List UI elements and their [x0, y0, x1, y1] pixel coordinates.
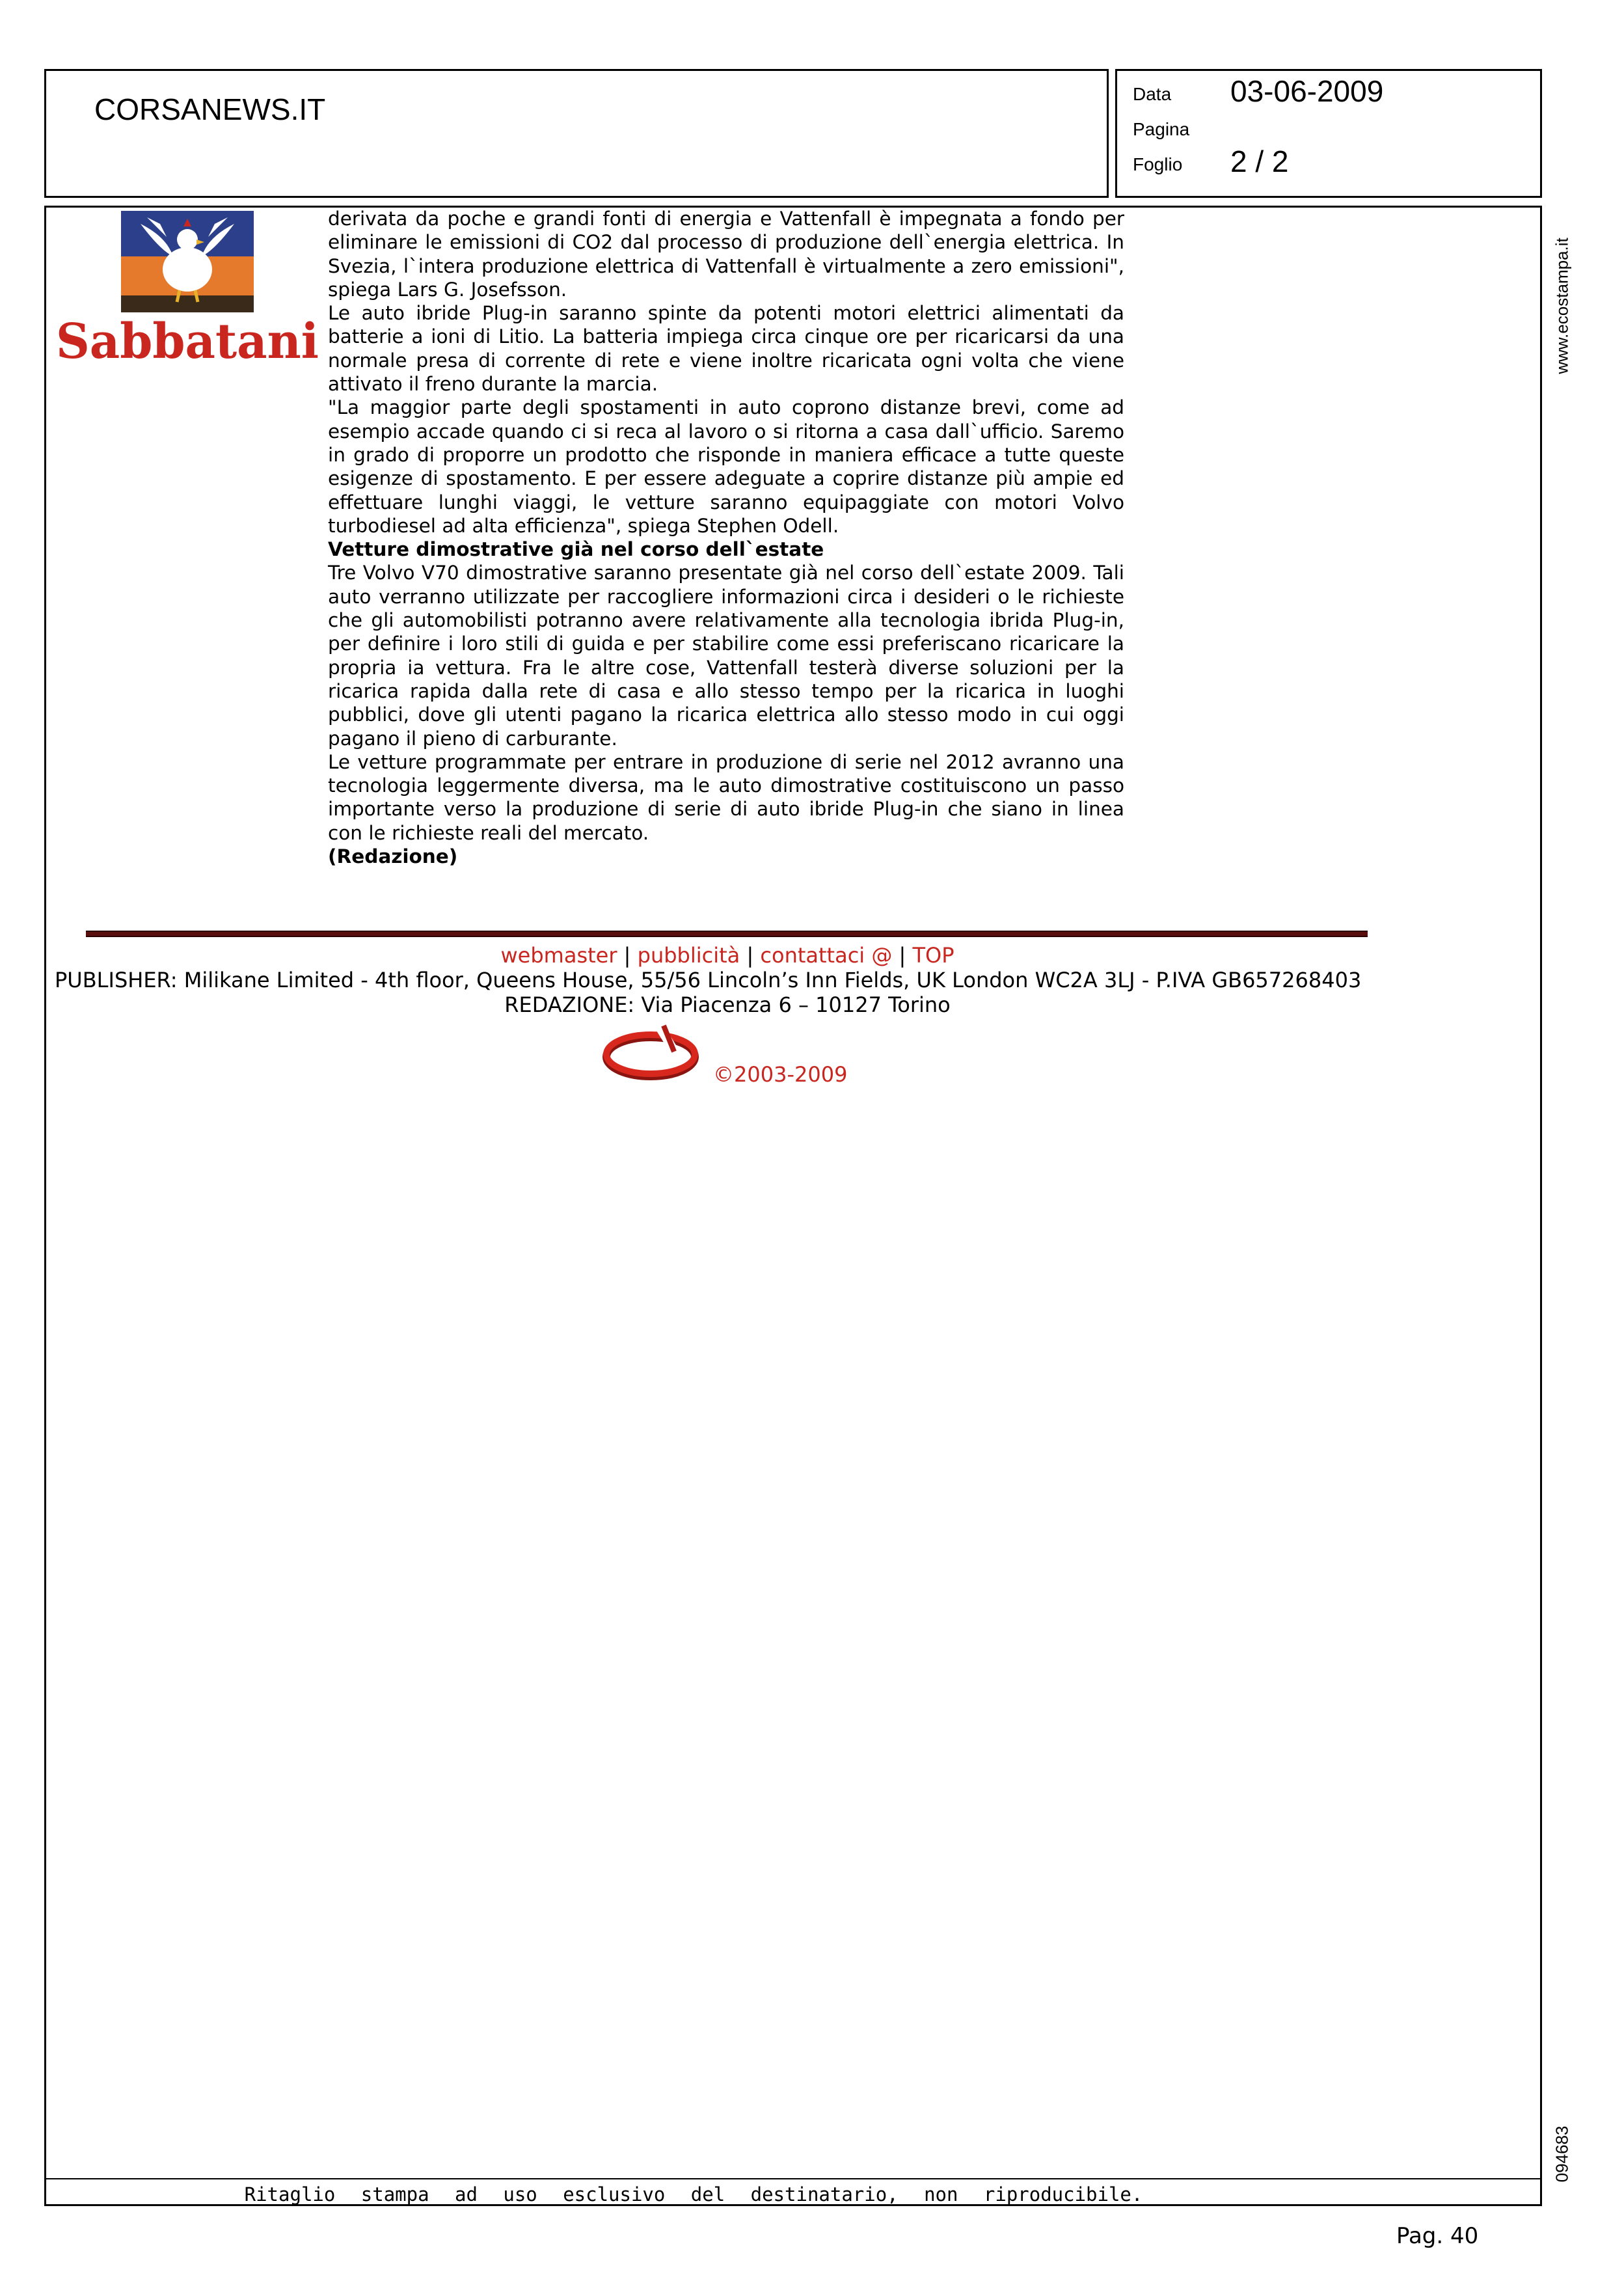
frame-divider: [46, 2178, 1540, 2179]
site-logo-icon: [601, 1023, 703, 1080]
publisher-info: PUBLISHER: Milikane Limited - 4th floor, Queens House, 55/56 Lincoln’s Inn Fields, UK London WC2A 3LJ - P.IVA GB657268403: [55, 968, 1362, 992]
date-label: Data: [1133, 84, 1172, 104]
article-body: [328, 207, 1124, 868]
article-paragraph: Le vetture programmate per entrare in produzione di serie nel 2012 avranno una tecnologia leggermente diversa, ma le auto dimostrative costituiscono un passo importante verso la produzione di serie di auto ibride Plug-in che siano in linea con le richieste reali del mercato.: [328, 750, 1124, 844]
sheet-label: Foglio: [1133, 154, 1183, 174]
link-separator: |: [746, 943, 754, 968]
article-signature: (Redazione): [328, 845, 458, 868]
meta-box: [1115, 69, 1542, 198]
disclaimer: Ritaglio stampa ad uso esclusivo del destinatario, non riproducibile.: [244, 2183, 1143, 2205]
rooster-logo-image: [121, 211, 254, 312]
link-separator: |: [623, 943, 631, 968]
sheet-value: 2 / 2: [1230, 144, 1289, 178]
date-value: 03-06-2009: [1230, 74, 1384, 108]
rooster-icon: [121, 211, 254, 312]
publication-name: CORSANEWS.IT: [94, 92, 326, 126]
page-label: Pagina: [1133, 119, 1190, 139]
sabbatani-wordmark: [55, 315, 321, 367]
top-link[interactable]: TOP: [912, 943, 954, 968]
webmaster-link[interactable]: webmaster: [500, 943, 617, 968]
link-separator: |: [899, 943, 906, 968]
footer-links: [0, 942, 1455, 968]
footer-separator: [86, 931, 1368, 937]
article-paragraph: Tre Volvo V70 dimostrative saranno presentate già nel corso dell`estate 2009. Tali auto verranno utilizzate per raccogliere informazioni circa i desideri o le richieste che gli automobilisti potranno avere relativamente alla tecnologia ibrida Plug-in, per definire i loro stili di guida e per stabilire come essi preferiscano ricaricare la propria ia vettura. Fra le altre cose, Vattenfall testerà diverse soluzioni per la ricarica rapida dalla rete di casa e allo stesso tempo per la ricarica in luoghi pubblici, dove gli utenti pagano la ricarica elettrica allo stesso modo in cui oggi pagano il pieno di carburante.: [328, 562, 1124, 750]
redazione-info: REDAZIONE: Via Piacenza 6 – 10127 Torino: [504, 992, 951, 1017]
copyright: ©2003-2009: [713, 1062, 848, 1087]
side-url: www.ecostampa.it: [1552, 238, 1572, 374]
page-number: Pag. 40: [1396, 2223, 1479, 2249]
publication-header: [44, 69, 1109, 198]
article-paragraph: Le auto ibride Plug-in saranno spinte da potenti motori elettrici alimentati da batterie a ioni di Litio. La batteria impiega circa cinque ore per ricaricarsi da una normale presa di corrente di rete e viene inoltre ricaricata ogni volta che viene attivato il freno durante la marcia.: [328, 302, 1124, 396]
article-subheading: Vetture dimostrative già nel corso dell`estate: [328, 538, 824, 561]
article-paragraph: "La maggior parte degli spostamenti in auto coprono distanze brevi, come ad esempio accade quando ci si reca al lavoro o si ritorna a casa dall`ufficio. Saremo in grado di proporre un prodotto che risponde in maniera efficace a tutte queste esigenze di spostamento. E per essere adeguate a coprire distanze più ampie ed effettuare lunghi viaggi, le vetture saranno equipaggiate con motori Volvo turbodiesel ad alta efficienza", spiega Stephen Odell.: [328, 396, 1124, 537]
svg-text:Sabbatani: Sabbatani: [56, 315, 319, 367]
side-code: 094683: [1552, 2125, 1572, 2183]
contattaci-link[interactable]: contattaci @: [760, 943, 893, 968]
article-paragraph: derivata da poche e grandi fonti di energia e Vattenfall è impegnata a fondo per eliminare le emissioni di CO2 dal processo di produzione dell`energia elettrica. In Svezia, l`intera produzione elettrica di Vattenfall è virtualmente a zero emissioni", spiega Lars G. Josefsson.: [328, 208, 1124, 301]
pubblicita-link[interactable]: pubblicità: [637, 943, 740, 968]
